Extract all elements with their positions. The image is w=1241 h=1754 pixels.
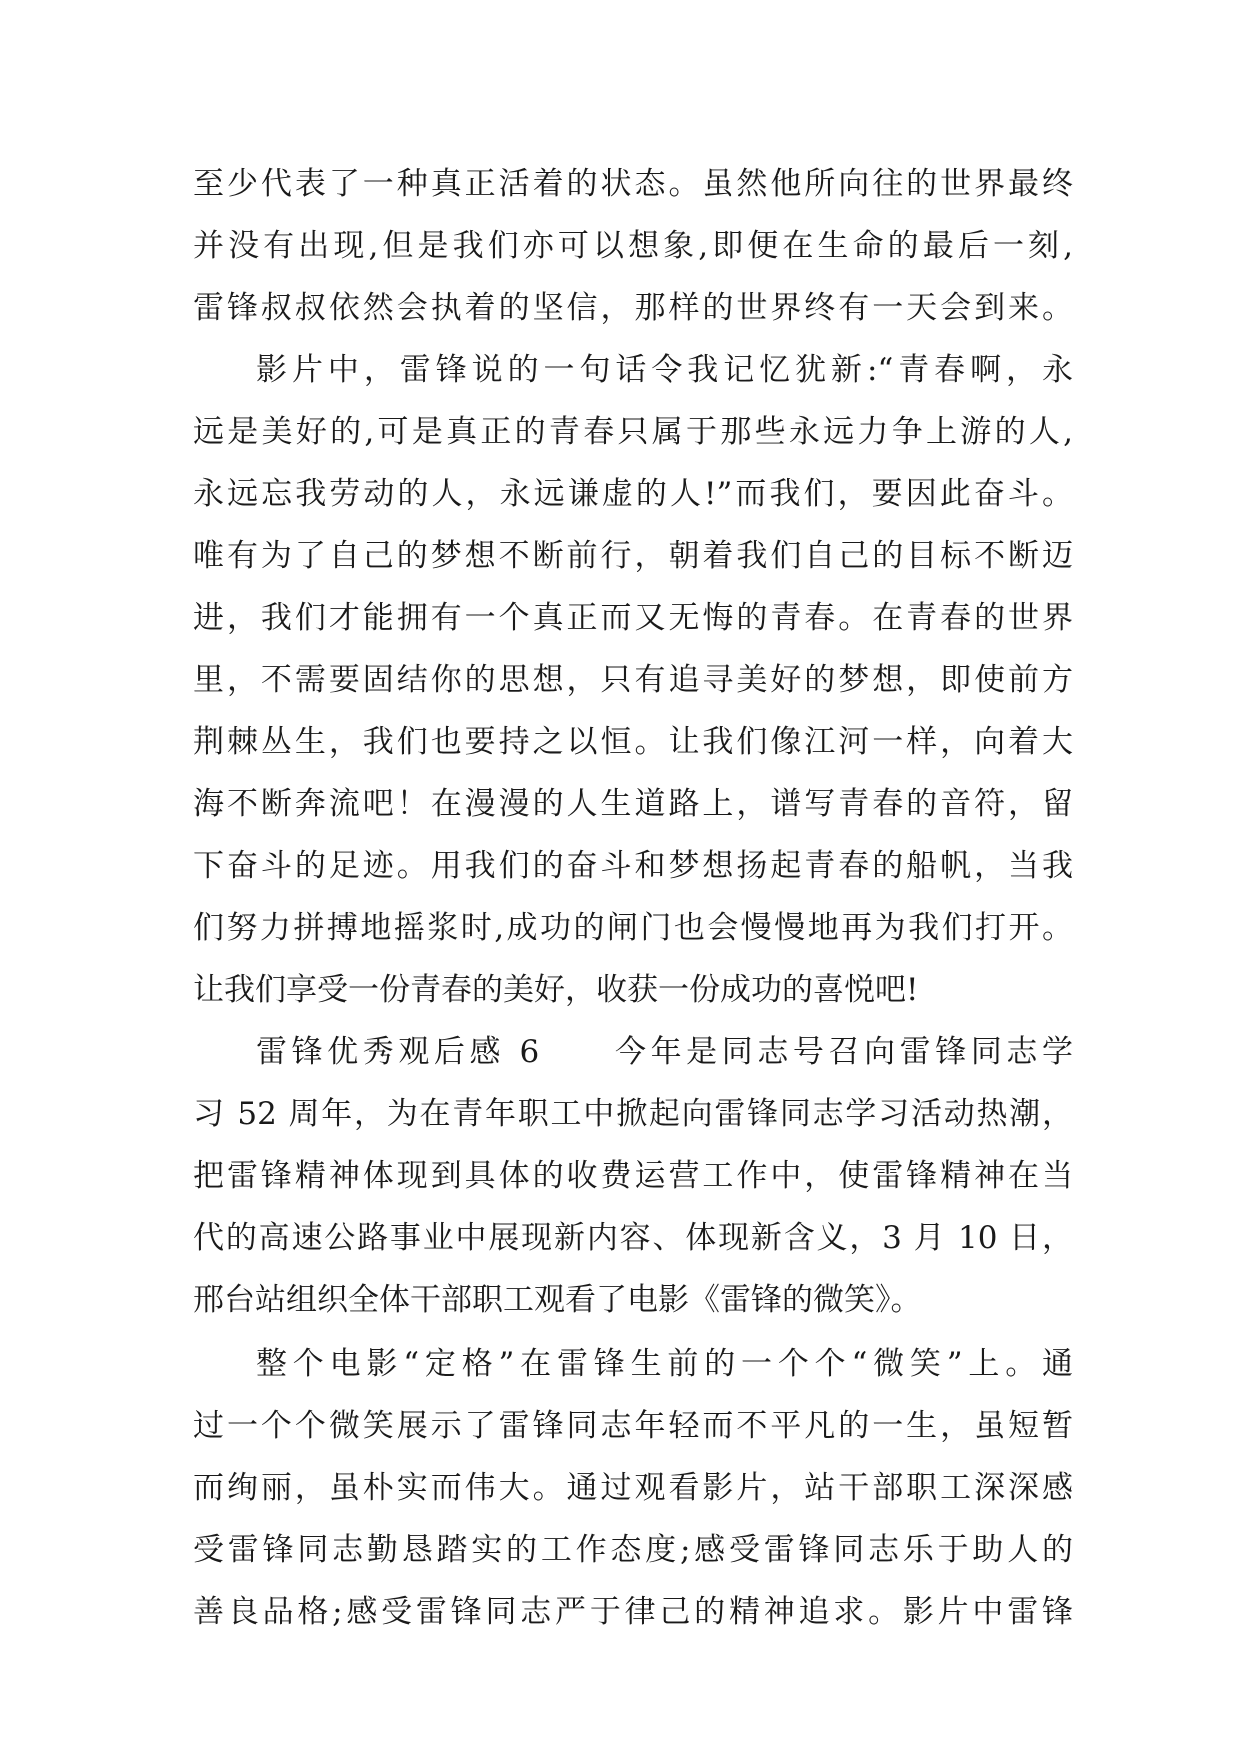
text-line: 过一个个微笑展示了雷锋同志年轻而不平凡的一生，虽短暂 [193,1408,1073,1444]
text-line: 受雷锋同志勤恳踏实的工作态度;感受雷锋同志乐于助人的 [193,1532,1073,1568]
paragraph-last-line: 让我们享受一份青春的美好，收获一份成功的喜悦吧! [193,972,919,1008]
text-line: 下奋斗的足迹。用我们的奋斗和梦想扬起青春的船帆，当我 [193,848,1073,884]
text-line: 们努力拼搏地摇浆时,成功的闸门也会慢慢地再为我们打开。 [193,910,1073,946]
paragraph-last-line: 邢台站组织全体干部职工观看了电影《雷锋的微笑》。 [193,1282,922,1318]
paragraph-first-line: 整个电影“定格”在雷锋生前的一个个“微笑”上。通 [256,1346,1073,1382]
section-heading-line: 雷锋优秀观后感 6 今年是同志号召向雷锋同志学 [256,1034,1073,1070]
text-line: 雷锋叔叔依然会执着的坚信，那样的世界终有一天会到来。 [193,290,1073,326]
paragraph-first-line: 影片中，雷锋说的一句话令我记忆犹新:“青春啊，永 [256,352,1073,388]
text-line: 习 52 周年，为在青年职工中掀起向雷锋同志学习活动热潮， [193,1096,1073,1132]
text-line: 把雷锋精神体现到具体的收费运营工作中，使雷锋精神在当 [193,1158,1073,1194]
text-line: 里，不需要固结你的思想，只有追寻美好的梦想，即使前方 [193,662,1073,698]
text-line: 并没有出现,但是我们亦可以想象,即便在生命的最后一刻, [193,228,1073,264]
text-line: 荆棘丛生，我们也要持之以恒。让我们像江河一样，向着大 [193,724,1073,760]
text-line: 代的高速公路事业中展现新内容、体现新含义，3 月 10 日， [193,1220,1073,1256]
text-line: 远是美好的,可是真正的青春只属于那些永远力争上游的人, [193,414,1073,450]
text-line: 至少代表了一种真正活着的状态。虽然他所向往的世界最终 [193,166,1073,202]
text-line: 永远忘我劳动的人，永远谦虚的人!”而我们，要因此奋斗。 [193,476,1073,512]
text-line: 而绚丽，虽朴实而伟大。通过观看影片，站干部职工深深感 [193,1470,1073,1506]
text-line: 唯有为了自己的梦想不断前行，朝着我们自己的目标不断迈 [193,538,1073,574]
text-line: 海不断奔流吧！在漫漫的人生道路上，谱写青春的音符，留 [193,786,1073,822]
text-line: 善良品格;感受雷锋同志严于律己的精神追求。影片中雷锋 [193,1594,1073,1630]
text-line: 进，我们才能拥有一个真正而又无悔的青春。在青春的世界 [193,600,1073,636]
